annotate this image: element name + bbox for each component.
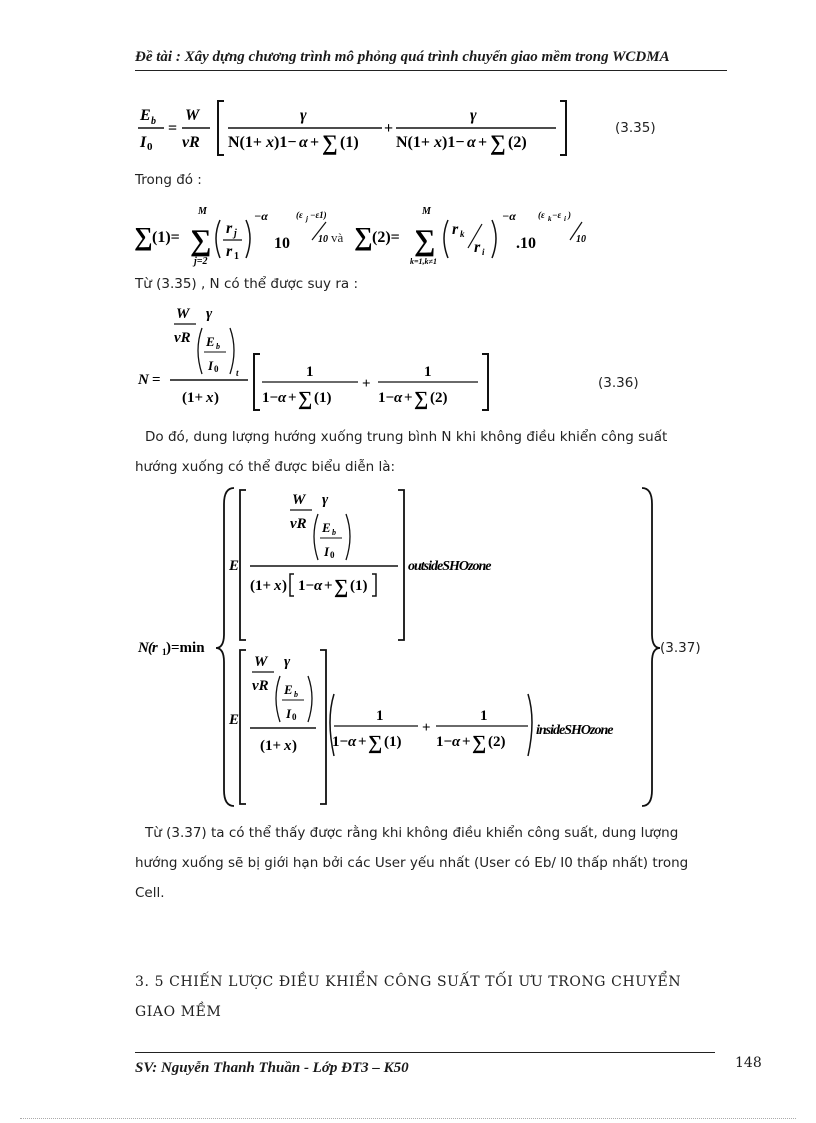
paragraph-2-line-3: Cell.	[135, 885, 165, 901]
svg-text:1−: 1−	[298, 578, 315, 594]
svg-text:+: +	[422, 720, 431, 736]
svg-text:t: t	[236, 368, 239, 378]
svg-text:(1): (1)	[384, 734, 402, 750]
svg-text:r: r	[226, 220, 233, 237]
svg-text:=: =	[152, 372, 161, 388]
svg-text:(1): (1)	[314, 390, 332, 406]
svg-text:γ: γ	[300, 107, 307, 124]
svg-text:i: i	[482, 247, 485, 257]
svg-text:I: I	[286, 706, 292, 721]
svg-text:∑: ∑	[190, 224, 212, 257]
svg-text:W: W	[185, 107, 200, 124]
svg-text:∑: ∑	[414, 388, 429, 410]
svg-text:r: r	[452, 221, 459, 238]
svg-text:j: j	[234, 228, 237, 239]
svg-text:−α: −α	[502, 209, 516, 223]
svg-text:N(r: N(r	[138, 640, 157, 656]
svg-text:+: +	[362, 376, 371, 392]
svg-text:x: x	[274, 578, 282, 594]
svg-text:1: 1	[424, 364, 432, 380]
svg-text:E: E	[140, 107, 151, 124]
svg-text:b: b	[151, 116, 156, 127]
svg-text:1: 1	[376, 708, 384, 724]
svg-text:(ε: (ε	[538, 210, 545, 220]
equation-3-36	[130, 298, 510, 416]
svg-text:(2): (2)	[430, 390, 448, 406]
svg-text:(1)=: (1)=	[152, 229, 180, 246]
svg-text:k: k	[548, 215, 552, 223]
equation-label-3-36: (3.36)	[598, 375, 639, 391]
svg-text:I: I	[140, 134, 147, 151]
svg-text:)1−: )1−	[274, 134, 297, 151]
svg-text:∑: ∑	[472, 732, 487, 754]
text-inside-sho-zone: insideSHOzone	[536, 723, 613, 738]
svg-text:(ε: (ε	[296, 210, 303, 220]
svg-text:α: α	[467, 134, 476, 151]
svg-text:+: +	[324, 578, 333, 594]
svg-text:γ: γ	[322, 492, 329, 508]
section-heading-line-2: GIAO MỀM	[135, 1004, 222, 1020]
text-trong-do: Trong đó :	[135, 172, 202, 188]
section-heading-line-1: 3. 5 CHIẾN LƯỢC ĐIỀU KHIỂN CÔNG SUẤT TỐI ƯU TRONG CHUYỂN	[135, 974, 682, 990]
svg-text:vR: vR	[252, 678, 269, 694]
svg-text:i: i	[564, 215, 566, 223]
svg-text:1: 1	[306, 364, 314, 380]
svg-text:α: α	[348, 734, 357, 750]
svg-text:1: 1	[480, 708, 488, 724]
svg-text:x: x	[434, 134, 442, 151]
svg-text:−α: −α	[254, 209, 268, 223]
text-outside-sho-zone: outsideSHOzone	[408, 559, 491, 574]
svg-text:): )	[214, 390, 219, 406]
svg-text:+: +	[384, 120, 394, 137]
svg-text:b: b	[216, 342, 220, 351]
svg-text:∑: ∑	[368, 732, 383, 754]
text-va: và	[331, 230, 344, 245]
svg-text:b: b	[294, 690, 298, 699]
svg-text:0: 0	[147, 141, 153, 153]
svg-text:M: M	[198, 206, 207, 217]
equation-3-35	[130, 95, 600, 160]
footer-author: SV: Nguyễn Thanh Thuần - Lớp ĐT3 – K50	[135, 1060, 409, 1076]
svg-text:k=1,k≠1: k=1,k≠1	[410, 257, 437, 266]
footer-rule	[135, 1052, 715, 1053]
paragraph-1-line-2: hướng xuống có thể được biểu diễn là:	[135, 459, 396, 475]
svg-text:E: E	[322, 520, 331, 535]
svg-text:vR: vR	[290, 516, 307, 532]
svg-text:r: r	[226, 243, 233, 260]
text-tu-3-35: Từ (3.35) , N có thể được suy ra :	[135, 276, 359, 292]
svg-text:+: +	[462, 734, 471, 750]
equation-label-3-37: (3.37)	[660, 640, 701, 656]
svg-text:+: +	[310, 134, 320, 151]
svg-text:∑: ∑	[354, 222, 373, 251]
paragraph-1-line-1: Do đó, dung lượng hướng xuống trung bình N khi không điều khiển công suất	[145, 429, 668, 445]
svg-text:I: I	[324, 544, 330, 559]
svg-text:10: 10	[576, 234, 586, 245]
svg-text:E: E	[229, 712, 240, 728]
svg-text:.10: .10	[516, 235, 536, 252]
svg-text:−ε1): −ε1)	[310, 210, 327, 220]
svg-text:∑: ∑	[322, 130, 338, 155]
svg-text:γ: γ	[470, 107, 477, 124]
svg-text:(1): (1)	[340, 134, 359, 151]
svg-text:+: +	[404, 390, 413, 406]
svg-text:(1+: (1+	[260, 738, 282, 754]
svg-text:b: b	[332, 528, 336, 537]
svg-text:E: E	[284, 682, 293, 697]
svg-text:k: k	[460, 229, 465, 239]
svg-text:W: W	[176, 306, 190, 322]
svg-text:N(1+: N(1+	[396, 134, 430, 151]
svg-text:M: M	[422, 206, 431, 217]
svg-text:(2)=: (2)=	[372, 229, 400, 246]
svg-text:)=min: )=min	[166, 640, 205, 656]
svg-text:r: r	[474, 239, 481, 256]
svg-text:α: α	[394, 390, 403, 406]
svg-text:I: I	[208, 358, 214, 373]
paragraph-2-line-1: Từ (3.37) ta có thể thấy được rằng khi không điều khiển công suất, dung lượng	[145, 825, 679, 841]
svg-text:vR: vR	[182, 134, 200, 151]
svg-text:): )	[568, 210, 571, 220]
svg-text:∑: ∑	[490, 130, 506, 155]
svg-text:1−: 1−	[262, 390, 279, 406]
header-rule	[135, 70, 727, 71]
svg-text:x: x	[284, 738, 292, 754]
svg-text:j=2: j=2	[194, 256, 208, 267]
svg-text:0: 0	[214, 364, 219, 374]
svg-text:(1+: (1+	[182, 390, 204, 406]
svg-text:1−: 1−	[332, 734, 349, 750]
svg-text:(2): (2)	[488, 734, 506, 750]
svg-text:1: 1	[162, 647, 167, 657]
svg-text:0: 0	[330, 550, 335, 560]
svg-text:j: j	[306, 215, 308, 223]
svg-text:+: +	[358, 734, 367, 750]
svg-text:10: 10	[274, 235, 290, 252]
svg-text:vR: vR	[174, 330, 191, 346]
page-bottom-border	[20, 1118, 796, 1119]
svg-text:α: α	[452, 734, 461, 750]
svg-text:(2): (2)	[508, 134, 527, 151]
svg-text:(1): (1)	[350, 578, 368, 594]
svg-text:x: x	[266, 134, 274, 151]
svg-text:10: 10	[318, 234, 328, 245]
svg-text:α: α	[299, 134, 308, 151]
svg-text:∑: ∑	[334, 576, 349, 598]
svg-text:x: x	[206, 390, 214, 406]
equation-sum-definitions	[130, 200, 650, 268]
svg-text:α: α	[314, 578, 323, 594]
svg-text:∑: ∑	[134, 222, 153, 251]
svg-text:α: α	[278, 390, 287, 406]
svg-text:N: N	[138, 372, 149, 388]
svg-text:+: +	[288, 390, 297, 406]
equation-3-37	[130, 484, 660, 810]
paragraph-2-line-2: hướng xuống sẽ bị giới hạn bởi các User yếu nhất (User có Eb/ I0 thấp nhất) trong	[135, 855, 689, 871]
page-number: 148	[735, 1055, 762, 1071]
svg-text:W: W	[292, 492, 306, 508]
svg-text:): )	[282, 578, 287, 594]
svg-text:∑: ∑	[298, 388, 313, 410]
svg-text:+: +	[478, 134, 488, 151]
svg-text:): )	[292, 738, 297, 754]
svg-text:1−: 1−	[436, 734, 453, 750]
svg-text:E: E	[206, 334, 215, 349]
svg-text:1: 1	[234, 251, 239, 262]
svg-text:(1+: (1+	[250, 578, 272, 594]
equation-label-3-35: (3.35)	[615, 120, 656, 136]
svg-text:−ε: −ε	[552, 210, 562, 220]
svg-text:0: 0	[292, 712, 297, 722]
svg-text:γ: γ	[206, 306, 213, 322]
svg-text:=: =	[168, 120, 178, 137]
svg-text:E: E	[229, 558, 240, 574]
svg-text:)1−: )1−	[442, 134, 465, 151]
svg-text:N(1+: N(1+	[228, 134, 262, 151]
svg-text:γ: γ	[284, 654, 291, 670]
svg-text:∑: ∑	[414, 224, 436, 257]
page-header-title: Đề tài : Xây dựng chương trình mô phỏng quá trình chuyển giao mềm trong WCDMA	[135, 49, 670, 65]
svg-text:W: W	[254, 654, 268, 670]
svg-text:1−: 1−	[378, 390, 395, 406]
